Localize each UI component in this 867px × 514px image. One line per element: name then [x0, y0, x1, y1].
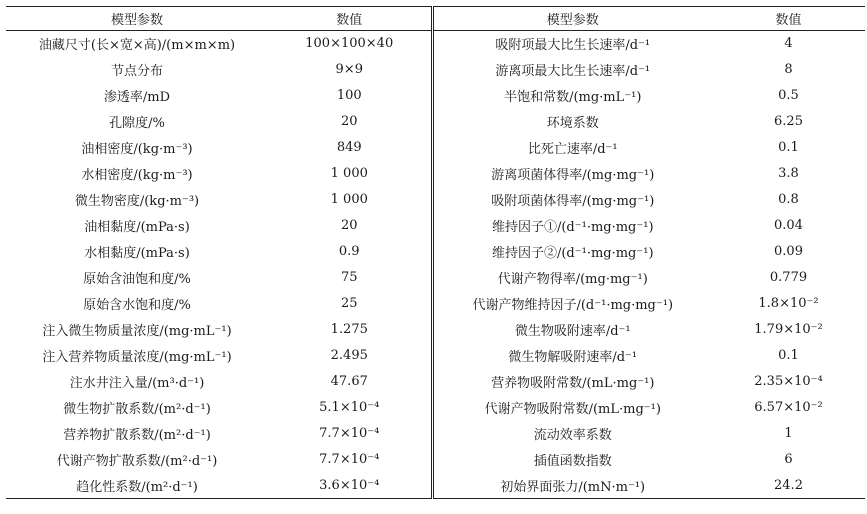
param-left-cell: 水相密度/(kg·m⁻³)	[81, 168, 193, 183]
value-right-cell: 0.1	[778, 348, 799, 363]
param-left-cell: 营养物扩散系数/(m²·d⁻¹)	[63, 428, 211, 443]
param-right-cell: 微生物解吸附速率/d⁻¹	[508, 350, 638, 365]
table-row	[6, 57, 865, 83]
param-left-cell: 微生物密度/(kg·m⁻³)	[74, 194, 200, 209]
param-left-cell: 水相黏度/(mPa·s)	[84, 246, 190, 261]
param-right-cell: 游离项菌体得率/(mg·mg⁻¹)	[491, 168, 655, 183]
table-row	[6, 187, 865, 213]
table-row	[6, 343, 865, 369]
value-left-cell: 0.9	[268, 239, 432, 265]
header-param-left: 模型参数	[6, 7, 268, 31]
param-right-cell: 代谢产物维持因子/(d⁻¹·mg·mg⁻¹)	[472, 298, 674, 313]
value-left-cell: 849	[268, 135, 432, 161]
value-right-cell: 4	[784, 36, 793, 52]
param-right-cell: 初始界面张力/(mN·m⁻¹)	[432, 473, 712, 499]
value-right-cell: 6.57×10⁻²	[754, 400, 823, 415]
table-row	[6, 239, 865, 265]
value-left-cell: 47.67	[268, 369, 432, 395]
param-left-cell: 注入微生物质量浓度/(mg·mL⁻¹)	[42, 324, 232, 339]
param-right-cell: 插值函数指数	[533, 454, 612, 469]
table-row	[6, 447, 865, 473]
value-left-cell: 1 000	[268, 187, 432, 213]
value-left-cell: 5.1×10⁻⁴	[268, 395, 432, 421]
value-right-cell: 8	[784, 62, 793, 77]
param-right-cell: 代谢产物吸附常数/(mL·mg⁻¹)	[484, 402, 661, 417]
value-left-cell: 3.6×10⁻⁴	[268, 473, 432, 499]
param-left-cell: 渗透率/mD	[103, 90, 171, 105]
table-row	[6, 369, 865, 395]
value-left-cell: 9×9	[268, 57, 432, 83]
value-left-cell: 25	[268, 291, 432, 317]
value-right-cell: 0.779	[769, 270, 808, 285]
header-param-right: 模型参数	[432, 7, 712, 31]
value-right-cell: 0.8	[778, 192, 799, 207]
table-row	[6, 135, 865, 161]
value-right-cell: 6	[784, 452, 793, 467]
param-left-cell: 趋化性系数/(m²·d⁻¹)	[6, 473, 268, 499]
value-right-cell: 0.1	[778, 140, 799, 155]
param-right-cell: 环境系数	[546, 116, 599, 131]
value-right-cell: 2.35×10⁻⁴	[754, 374, 823, 389]
param-right-cell: 微生物吸附速率/d⁻¹	[514, 324, 631, 339]
value-left-cell: 7.7×10⁻⁴	[268, 421, 432, 447]
param-left-cell: 微生物扩散系数/(m²·d⁻¹)	[63, 402, 211, 417]
table-row	[6, 83, 865, 109]
param-left-cell: 原始含水饱和度/%	[83, 298, 191, 313]
param-left-cell: 油藏尺寸(长×宽×高)/(m×m×m)	[38, 38, 236, 54]
table-row	[6, 395, 865, 421]
value-left-cell: 1 000	[268, 161, 432, 187]
table-row	[6, 161, 865, 187]
header-value-right: 数值	[712, 7, 865, 31]
param-left-cell: 代谢产物扩散系数/(m²·d⁻¹)	[56, 454, 218, 469]
table-row	[6, 291, 865, 317]
header-value-left: 数值	[268, 7, 432, 31]
value-right-cell: 0.04	[774, 218, 803, 233]
value-right-cell: 1	[784, 426, 793, 441]
param-right-cell: 维持因子②/(d⁻¹·mg·mg⁻¹)	[491, 246, 654, 261]
value-left-cell: 100	[268, 83, 432, 109]
table-row	[6, 265, 865, 291]
param-left-cell: 注水井注入量/(m³·d⁻¹)	[69, 376, 205, 391]
value-right-cell: 1.8×10⁻²	[758, 296, 819, 311]
param-left-cell: 原始含油饱和度/%	[83, 272, 191, 287]
value-left-cell: 100×100×40	[268, 31, 432, 57]
table-row	[6, 317, 865, 343]
value-right-cell: 24.2	[712, 473, 865, 499]
model-parameter-table	[6, 6, 865, 499]
table-row	[6, 421, 865, 447]
value-left-cell: 75	[268, 265, 432, 291]
param-left-cell: 注入营养物质量浓度/(mg·mL⁻¹)	[42, 350, 232, 365]
table-row	[6, 473, 865, 499]
table-body	[6, 31, 865, 499]
param-left-cell: 孔隙度/%	[109, 116, 165, 131]
value-left-cell: 2.495	[268, 343, 432, 369]
param-right-cell: 维持因子①/(d⁻¹·mg·mg⁻¹)	[491, 220, 654, 235]
value-right-cell: 0.5	[778, 88, 799, 103]
table-row	[6, 109, 865, 135]
table-header-row	[6, 7, 865, 31]
param-left-cell: 油相黏度/(mPa·s)	[84, 220, 190, 235]
value-left-cell: 7.7×10⁻⁴	[268, 447, 432, 473]
table-row	[6, 31, 865, 57]
param-left-cell: 油相密度/(kg·m⁻³)	[81, 142, 193, 157]
param-right-cell: 代谢产物得率/(mg·mg⁻¹)	[497, 272, 648, 287]
param-right-cell: 营养物吸附常数/(mL·mg⁻¹)	[491, 376, 655, 391]
value-right-cell: 1.79×10⁻²	[754, 322, 823, 337]
value-left-cell: 20	[268, 109, 432, 135]
param-right-cell: 吸附项最大比生长速率/d⁻¹	[495, 38, 651, 54]
param-left-cell: 节点分布	[110, 64, 163, 79]
param-right-cell: 比死亡速率/d⁻¹	[527, 142, 618, 157]
parameter-table-container	[6, 6, 865, 499]
param-right-cell: 半饱和常数/(mg·mL⁻¹)	[504, 90, 642, 105]
param-right-cell: 吸附项菌体得率/(mg·mg⁻¹)	[491, 194, 655, 209]
value-left-cell: 1.275	[268, 317, 432, 343]
value-right-cell: 3.8	[778, 166, 799, 181]
param-right-cell: 游离项最大比生长速率/d⁻¹	[495, 64, 651, 79]
table-row	[6, 213, 865, 239]
param-right-cell: 流动效率系数	[533, 428, 612, 443]
value-right-cell: 6.25	[774, 114, 803, 129]
value-left-cell: 20	[268, 213, 432, 239]
value-right-cell: 0.09	[774, 244, 803, 259]
